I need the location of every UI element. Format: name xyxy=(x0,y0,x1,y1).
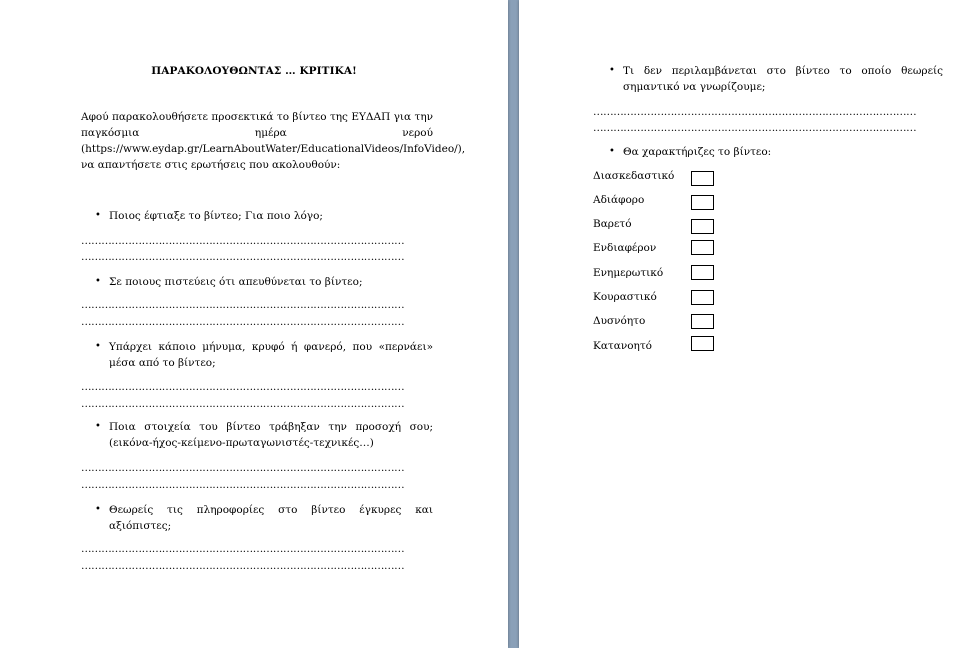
checkbox-adiaforo[interactable] xyxy=(691,195,714,210)
answer-line[interactable]: …………………………………………………………………………………… xyxy=(81,462,405,474)
intro-paragraph: Αφού παρακολουθήσετε προσεκτικά το βίντεο της ΕΥΔΑΠ για την παγκόσμια ημέρα νερού (https://www.eydap.gr/LearnAboutWater/EducationalVideos/InfoVideo/), να απαντήσετε στις ερωτήσεις που ακολουθούν: xyxy=(81,111,466,171)
answer-line[interactable]: …………………………………………………………………………………… xyxy=(81,251,405,263)
question-4-text: Ποια στοιχεία του βίντεο τράβηξαν την προσοχή σου; (εικόνα-ήχος-κείμενο-πρωταγωνιστές-τεχνικές…) xyxy=(109,421,433,449)
bullet-icon: • xyxy=(609,146,615,157)
question-3-text: Υπάρχει κάποιο μήνυμα, κρυφό ή φανερό, που «περνάει» μέσα από το βίντεο; xyxy=(109,341,433,369)
option-label-enimerotiko: Ενημερωτικό xyxy=(593,267,664,279)
answer-line[interactable]: …………………………………………………………………………………… xyxy=(81,235,405,247)
question-4 xyxy=(95,419,433,451)
checkbox-vareto[interactable] xyxy=(691,219,714,234)
option-label-vareto: Βαρετό xyxy=(593,218,632,230)
bullet-icon: • xyxy=(95,421,101,432)
question-2 xyxy=(95,274,433,290)
question-5-text: Θεωρείς τις πληροφορίες στο βίντεο έγκυρες και αξιόπιστες; xyxy=(109,504,433,532)
bullet-icon: • xyxy=(95,341,101,352)
answer-line[interactable]: …………………………………………………………………………………… xyxy=(81,560,405,572)
checkbox-katanoito[interactable] xyxy=(691,336,714,351)
answer-line[interactable]: …………………………………………………………………………………… xyxy=(81,543,405,555)
answer-line[interactable]: …………………………………………………………………………………… xyxy=(81,479,405,491)
bullet-icon: • xyxy=(95,276,101,287)
option-label-kourastiko: Κουραστικό xyxy=(593,291,657,303)
bullet-icon: • xyxy=(95,210,101,221)
worksheet-title: ΠΑΡΑΚΟΛΟΥΘΩΝΤΑΣ … ΚΡΙΤΙΚΑ! xyxy=(151,65,357,77)
question-6 xyxy=(609,63,943,95)
answer-line[interactable]: …………………………………………………………………………………… xyxy=(593,106,917,118)
question-7-text: Θα χαρακτήριζες το βίντεο: xyxy=(623,146,772,158)
question-6-text: Τι δεν περιλαμβάνεται στο βίντεο το οποίο θεωρείς σημαντικό να γνωρίζουμε; xyxy=(623,65,943,93)
option-label-adiaforo: Αδιάφορο xyxy=(593,194,645,206)
checkbox-dysnoito[interactable] xyxy=(691,314,714,329)
question-1-text: Ποιος έφτιαξε το βίντεο; Για ποιο λόγο; xyxy=(109,210,323,222)
option-label-diaskedastiko: Διασκεδαστικό xyxy=(593,170,675,182)
question-1 xyxy=(95,208,433,224)
answer-line[interactable]: …………………………………………………………………………………… xyxy=(81,381,405,393)
option-label-endiaferon: Ενδιαφέρον xyxy=(593,242,657,254)
checkbox-endiaferon[interactable] xyxy=(691,240,714,255)
document-page-2 xyxy=(519,0,960,648)
checkbox-enimerotiko[interactable] xyxy=(691,265,714,280)
answer-line[interactable]: …………………………………………………………………………………… xyxy=(81,299,405,311)
question-5 xyxy=(95,502,433,534)
question-7 xyxy=(609,144,943,160)
option-label-katanoito: Κατανοητό xyxy=(593,340,652,352)
answer-line[interactable]: …………………………………………………………………………………… xyxy=(81,316,405,328)
checkbox-diaskedastiko[interactable] xyxy=(691,171,714,186)
option-label-dysnoito: Δυσνόητο xyxy=(593,315,646,327)
answer-line[interactable]: …………………………………………………………………………………… xyxy=(81,398,405,410)
checkbox-kourastiko[interactable] xyxy=(691,290,714,305)
bullet-icon: • xyxy=(609,65,615,76)
question-2-text: Σε ποιους πιστεύεις ότι απευθύνεται το βίντεο; xyxy=(109,276,363,288)
bullet-icon: • xyxy=(95,504,101,515)
answer-line[interactable]: …………………………………………………………………………………… xyxy=(593,122,917,134)
question-3 xyxy=(95,339,433,371)
